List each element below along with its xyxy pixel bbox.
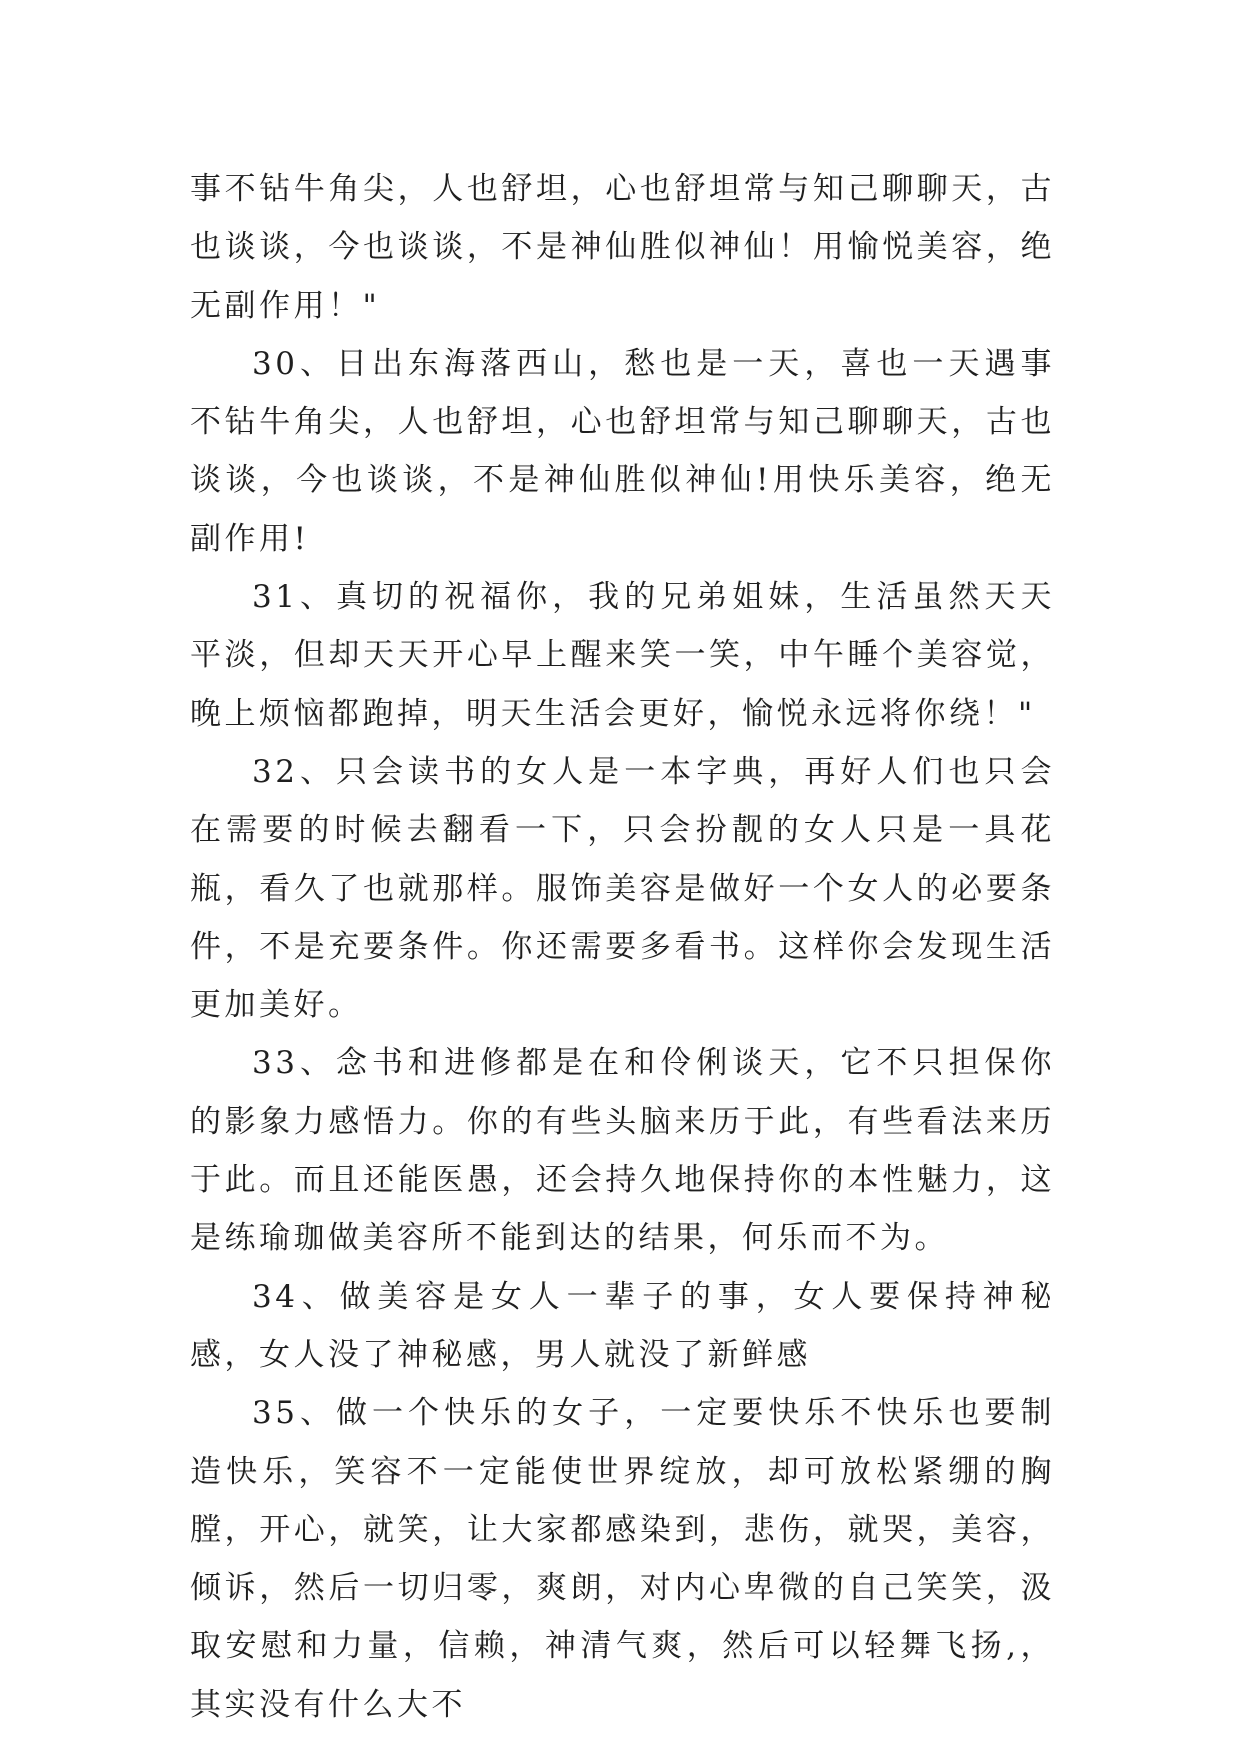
paragraph-35: 35、做一个快乐的女子，一定要快乐不快乐也要制造快乐，笑容不一定能使世界绽放，却可放松紧绷的胸膛，开心，就笑，让大家都感染到，悲伤，就哭，美容，倾诉，然后一切归零，爽朗，对内心卑微的自己笑笑，汲取安慰和力量，信赖，神清气爽，然后可以轻舞飞扬,，其实没有什么大不	[190, 1395, 1055, 1723]
paragraph-34: 34、做美容是女人一辈子的事，女人要保持神秘感，女人没了神秘感，男人就没了新鲜感	[190, 1278, 1055, 1373]
paragraph-31: 31、真切的祝福你，我的兄弟姐妹，生活虽然天天平淡，但却天天开心早上醒来笑一笑，中午睡个美容觉，晚上烦恼都跑掉，明天生活会更好，愉悦永远将你绕！"	[190, 579, 1055, 732]
paragraph-32: 32、只会读书的女人是一本字典，再好人们也只会在需要的时候去翻看一下，只会扮靓的女人只是一具花瓶，看久了也就那样。服饰美容是做好一个女人的必要条件，不是充要条件。你还需要多看书。这样你会发现生活更加美好。	[190, 753, 1055, 1024]
paragraph-continuation: 事不钻牛角尖，人也舒坦，心也舒坦常与知己聊聊天，古也谈谈，今也谈谈，不是神仙胜似神仙！用愉悦美容，绝无副作用！"	[190, 171, 1055, 324]
paragraph-33: 33、念书和进修都是在和伶俐谈天，它不只担保你的影象力感悟力。你的有些头脑来历于此，有些看法来历于此。而且还能医愚，还会持久地保持你的本性魅力，这是练瑜珈做美容所不能到达的结果，何乐而不为。	[190, 1045, 1055, 1257]
paragraph-30: 30、日出东海落西山，愁也是一天，喜也一天遇事不钻牛角尖，人也舒坦，心也舒坦常与知己聊聊天，古也谈谈，今也谈谈，不是神仙胜似神仙!用快乐美容，绝无副作用!	[190, 345, 1055, 557]
body-text	[190, 160, 1055, 1734]
